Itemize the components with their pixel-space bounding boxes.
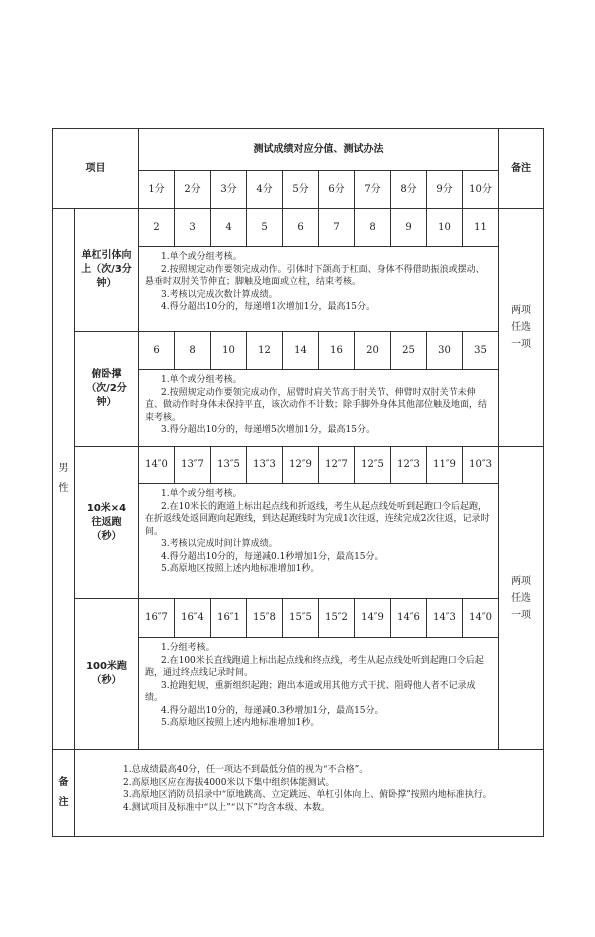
rule-line: 2.在100米长直线跑道上标出起点线和终点线，考生从起点线处听到起跑口令后起跑，通过终点线记录时间。 (145, 655, 484, 678)
score-value: 14″3 (427, 599, 463, 638)
event-name-line: （秒） (91, 675, 122, 686)
score-value: 10 (211, 332, 247, 370)
score-value: 2 (139, 209, 175, 247)
score-value: 11″9 (427, 447, 463, 484)
score-value: 7 (319, 209, 355, 247)
rule-line: 4.得分超出10分的，每递增1次增加1分，最高15分。 (161, 302, 375, 312)
rule-line: 2.按照规定动作要领完成动作。引体时下颌高于杠面、身体不得借助振浪或摆动、悬垂时双肘关节伸直；脚触及地面或立柱，结束考核。 (145, 264, 485, 287)
rule-line: 1.分组考核。 (161, 643, 215, 653)
score-value: 15″5 (283, 599, 319, 638)
event-name-100m (75, 599, 139, 750)
rule-line: 3.得分超出10分的，每递增5次增加1分，最高15分。 (161, 425, 375, 435)
event-rules-shuttle-run (139, 484, 499, 599)
score-value: 25 (391, 332, 427, 370)
rule-line: 3.考核以完成时间计算成绩。 (161, 539, 278, 549)
score-value: 6 (283, 209, 319, 247)
score-label: 7分 (355, 171, 391, 209)
rule-line: 5.高原地区按照上述内地标准增加1秒。 (161, 718, 320, 728)
score-value: 12″9 (283, 447, 319, 484)
rule-line: 1.单个或分组考核。 (161, 375, 242, 385)
footer-notes (75, 750, 544, 837)
score-value: 14″9 (355, 599, 391, 638)
gender-char: 男 (58, 463, 69, 474)
score-label: 10分 (463, 171, 499, 209)
score-value: 16″1 (211, 599, 247, 638)
score-value: 16″4 (175, 599, 211, 638)
score-value: 16″7 (139, 599, 175, 638)
score-value: 16 (319, 332, 355, 370)
remark-group-1 (499, 209, 544, 447)
score-value: 13″5 (211, 447, 247, 484)
rule-line: 2.在10米长的跑道上标出起点线和折返线，考生从起点线处听到起跑口令后起跑，在折返线处返回跑向起跑线，到达起跑线时为完成1次往返，连续完成2次往返，记录时间。 (145, 501, 490, 537)
score-value: 12″3 (391, 447, 427, 484)
score-value: 8 (175, 332, 211, 370)
remark-line: 两项 (511, 305, 532, 316)
footer-note-line: 3.高原地区消防员招录中“原地跳高、立定跳远、单杠引体向上、俯卧撑”按照内地标准执行。 (123, 790, 492, 800)
score-label: 6分 (319, 171, 355, 209)
score-value: 9 (391, 209, 427, 247)
score-value: 35 (463, 332, 499, 370)
score-value: 30 (427, 332, 463, 370)
score-value: 12″7 (319, 447, 355, 484)
rule-line: 2.按照规定动作要领完成动作，屈臂时肩关节高于肘关节、伸臂时双肘关节未伸直、做动作时身体未保持平直，该次动作不计数；除手脚外身体其他部位触及地面，结束考核。 (145, 387, 488, 423)
score-value: 13″7 (175, 447, 211, 484)
rule-line: 1.单个或分组考核。 (161, 252, 242, 262)
score-value: 4 (211, 209, 247, 247)
score-value: 10″3 (463, 447, 499, 484)
score-label: 9分 (427, 171, 463, 209)
gender-cell (53, 209, 75, 750)
remark-group-2 (499, 447, 544, 750)
score-value: 6 (139, 332, 175, 370)
score-value: 14″0 (463, 599, 499, 638)
score-value: 5 (247, 209, 283, 247)
rule-line: 4.得分超出10分的，每递减0.3秒增加1分，最高15分。 (161, 705, 384, 716)
score-value: 14″0 (139, 447, 175, 484)
footer-label (53, 750, 75, 837)
rule-line: 3.考核以完成次数计算成绩。 (161, 289, 278, 300)
score-label: 8分 (391, 171, 427, 209)
header-scores-title: 测试成绩对应分值、测试办法 (139, 129, 499, 171)
event-name-line: 100米跑 (86, 661, 127, 672)
score-value: 15″2 (319, 599, 355, 638)
event-rules-100m (139, 638, 499, 750)
score-value: 20 (355, 332, 391, 370)
score-value: 12″5 (355, 447, 391, 484)
footer-note-line: 2.高原地区应在海拔4000米以下集中组织体能测试。 (123, 777, 335, 788)
gender-char: 性 (58, 483, 69, 494)
footer-note-line: 1.总成绩最高40分，任一项达不到最低分值的视为“不合格”。 (123, 765, 369, 775)
remark-line: 任选 (511, 322, 532, 333)
remark-line: 一项 (511, 339, 532, 350)
rule-line: 3.抢跑犯规，重新组织起跑；跑出本道或用其他方式干扰、阻碍他人者不记录成绩。 (145, 680, 476, 703)
remark-line: 任选 (511, 592, 532, 604)
score-value: 13″3 (247, 447, 283, 484)
event-name-shuttle-run (75, 447, 139, 599)
event-name-pullup (75, 209, 139, 332)
score-label: 3分 (211, 171, 247, 209)
footer-note-line: 4.测试项目及标准中“以上”“以下”均含本级、本数。 (123, 802, 330, 813)
score-value: 8 (355, 209, 391, 247)
header-item: 项目 (53, 129, 139, 209)
event-name-line: （秒） (91, 530, 122, 542)
event-name-line: 10米×4 (86, 502, 127, 514)
event-name-line: 上（次/3分 (81, 264, 132, 275)
score-value: 12 (247, 332, 283, 370)
score-label: 1分 (139, 171, 175, 209)
event-name-line: 钟） (96, 397, 117, 408)
score-value: 10 (427, 209, 463, 247)
event-name-line: 钟） (96, 278, 117, 289)
header-note: 备注 (499, 129, 544, 209)
score-value: 11 (463, 209, 499, 247)
event-rules-pullup (139, 247, 499, 332)
footer-label-char: 注 (58, 797, 69, 808)
event-name-line: 往返跑 (91, 516, 122, 528)
event-name-line: （次/2分 (86, 383, 127, 394)
event-name-pushup (75, 332, 139, 447)
score-value: 14″6 (391, 599, 427, 638)
remark-line: 两项 (511, 575, 532, 587)
rule-line: 5.高原地区按照上述内地标准增加1秒。 (161, 564, 320, 574)
fitness-standards-table (52, 128, 544, 837)
score-value: 3 (175, 209, 211, 247)
score-value: 15″8 (247, 599, 283, 638)
remark-line: 一项 (511, 609, 532, 621)
event-rules-pushup (139, 370, 499, 447)
event-name-line: 俯卧撑 (91, 369, 122, 380)
score-label: 5分 (283, 171, 319, 209)
event-name-line: 单杠引体向 (81, 250, 132, 261)
score-label: 2分 (175, 171, 211, 209)
rule-line: 4.得分超出10分的，每递减0.1秒增加1分，最高15分。 (161, 551, 384, 562)
rule-line: 1.单个或分组考核。 (161, 489, 242, 499)
score-label: 4分 (247, 171, 283, 209)
footer-label-char: 备 (58, 777, 69, 788)
score-value: 14 (283, 332, 319, 370)
